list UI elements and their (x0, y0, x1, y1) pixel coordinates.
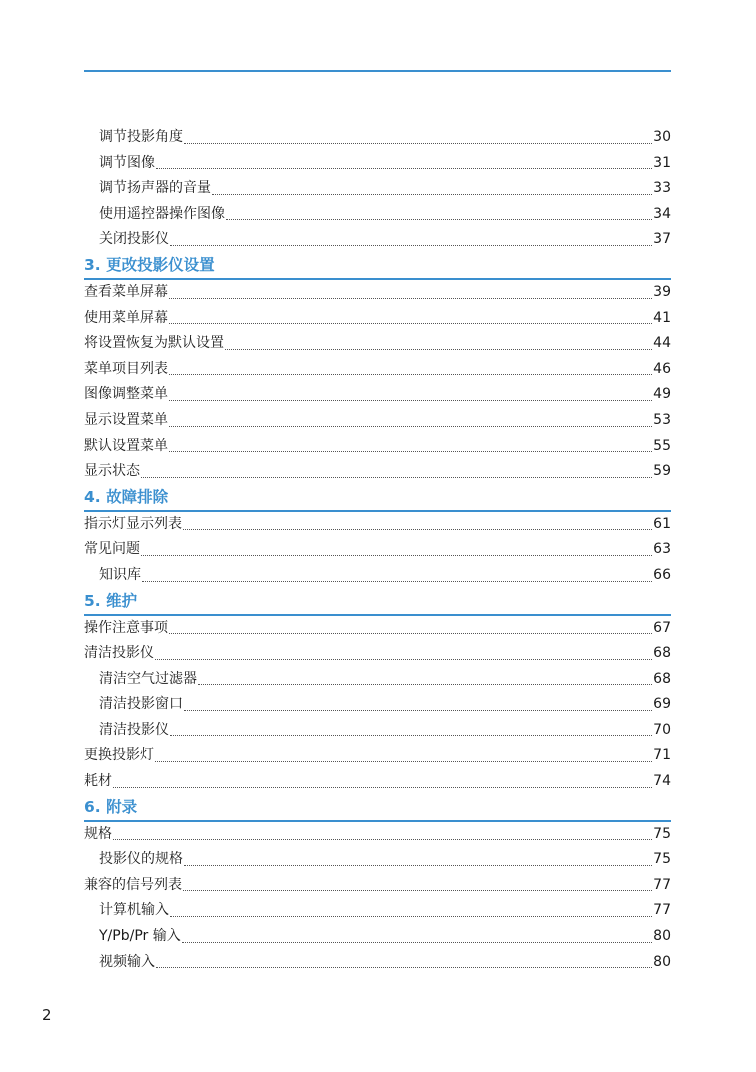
toc-entry-title: 清洁投影仪 (84, 645, 154, 662)
toc-entry-title: 显示设置菜单 (84, 411, 168, 428)
toc-entry[interactable] (84, 459, 671, 485)
dot-leader (182, 928, 652, 943)
dot-leader (212, 180, 652, 195)
toc-entry[interactable] (84, 280, 671, 306)
dot-leader (184, 851, 652, 866)
toc-subentry[interactable] (84, 151, 671, 177)
toc-entry[interactable] (84, 822, 671, 848)
toc-entry[interactable] (84, 537, 671, 563)
dot-leader (169, 386, 652, 401)
toc-entry-title: 更换投影灯 (84, 747, 154, 764)
dot-leader (184, 129, 652, 144)
toc-entry-title: 计算机输入 (99, 902, 169, 919)
dot-leader (169, 437, 652, 452)
toc-entry-title: 调节投影角度 (99, 129, 183, 145)
toc-entry-title: 清洁投影仪 (99, 721, 169, 738)
toc-entry-page: 66 (653, 566, 671, 583)
toc-subentry[interactable] (84, 227, 671, 253)
toc-entry-title: 调节图像 (99, 154, 155, 171)
toc-entry[interactable] (84, 331, 671, 357)
toc-entry-page: 71 (653, 747, 671, 764)
toc-entry-title: 清洁空气过滤器 (99, 670, 197, 687)
toc-entry-title: 指示灯显示列表 (84, 515, 182, 532)
toc-subentry[interactable] (84, 924, 671, 950)
header-rule (84, 70, 671, 72)
toc-subentry[interactable] (84, 847, 671, 873)
toc-entry-title: 菜单项目列表 (84, 360, 168, 377)
toc-entry-page: 77 (653, 876, 671, 893)
dot-leader (169, 309, 652, 324)
toc-entry-title: 投影仪的规格 (99, 851, 183, 868)
toc-entry-title: 知识库 (99, 566, 141, 583)
dot-leader (169, 284, 652, 299)
toc-entry-title: 使用菜单屏幕 (84, 309, 168, 326)
toc-subentry[interactable] (84, 176, 671, 202)
toc-entry-page: 68 (653, 670, 671, 687)
chapter-heading[interactable]: 6. 附录 (84, 795, 671, 822)
dot-leader (169, 619, 652, 634)
toc-entry-title: 使用遥控器操作图像 (99, 205, 225, 222)
toc-entry[interactable] (84, 873, 671, 899)
dot-leader (155, 747, 652, 762)
dot-leader (156, 154, 652, 169)
toc-entry-title: 关闭投影仪 (99, 231, 169, 248)
toc-entry-page: 61 (653, 515, 671, 532)
toc-entry-page: 74 (653, 773, 671, 790)
toc-entry-title: 查看菜单屏幕 (84, 283, 168, 300)
toc-entry-page: 37 (653, 231, 671, 248)
toc-entry[interactable] (84, 408, 671, 434)
toc-subentry[interactable] (84, 718, 671, 744)
dot-leader (155, 645, 652, 660)
dot-leader (170, 902, 652, 917)
toc-entry-title: Y/Pb/Pr 输入 (99, 928, 181, 945)
toc-entry-page: 44 (653, 335, 671, 352)
toc-entry-page: 77 (653, 902, 671, 919)
toc-entry-page: 80 (653, 953, 671, 970)
toc-entry-title: 视频输入 (99, 953, 155, 970)
toc-entry[interactable] (84, 512, 671, 538)
toc-entry-page: 41 (653, 309, 671, 326)
toc-entry-title: 耗材 (84, 773, 112, 790)
dot-leader (113, 773, 652, 788)
toc-entry-title: 规格 (84, 825, 112, 842)
toc-entry-page: 31 (653, 154, 671, 171)
dot-leader (170, 721, 652, 736)
toc-entry-page: 59 (653, 463, 671, 480)
toc-entry-title: 图像调整菜单 (84, 386, 168, 403)
toc-entry[interactable] (84, 743, 671, 769)
toc-subentry[interactable] (84, 202, 671, 228)
toc-entry-page: 53 (653, 411, 671, 428)
toc-entry-title: 调节扬声器的音量 (99, 180, 211, 197)
dot-leader (170, 231, 652, 246)
toc-subentry[interactable] (84, 563, 671, 589)
dot-leader (142, 567, 652, 582)
toc-subentry[interactable] (84, 667, 671, 693)
dot-leader (184, 696, 652, 711)
toc-entry-title: 清洁投影窗口 (99, 696, 183, 713)
toc-entry-page: 34 (653, 205, 671, 222)
toc-entry-page: 67 (653, 619, 671, 636)
toc-entry-page: 30 (653, 129, 671, 145)
toc-entry-page: 46 (653, 360, 671, 377)
toc-subentry[interactable] (84, 125, 671, 151)
toc-subentry[interactable] (84, 950, 671, 976)
dot-leader (113, 825, 652, 840)
toc-entry[interactable] (84, 434, 671, 460)
toc-entry-page: 63 (653, 541, 671, 558)
toc-entry-title: 操作注意事项 (84, 619, 168, 636)
toc-entry-page: 39 (653, 283, 671, 300)
toc-subentry[interactable] (84, 692, 671, 718)
toc-entry-page: 75 (653, 825, 671, 842)
toc-entry-page: 49 (653, 386, 671, 403)
toc-entry[interactable] (84, 382, 671, 408)
toc-entry[interactable] (84, 641, 671, 667)
table-of-contents (84, 125, 671, 975)
toc-entry-title: 常见问题 (84, 541, 140, 558)
toc-entry-title: 将设置恢复为默认设置 (84, 335, 224, 352)
toc-entry-page: 55 (653, 437, 671, 454)
dot-leader (183, 876, 652, 891)
page-number: 2 (42, 1006, 52, 1024)
dot-leader (156, 953, 652, 968)
toc-entry-page: 69 (653, 696, 671, 713)
toc-entry-title: 默认设置菜单 (84, 437, 168, 454)
dot-leader (169, 360, 652, 375)
toc-entry[interactable] (84, 769, 671, 795)
chapter-heading[interactable]: 3. 更改投影仪设置 (84, 253, 671, 280)
toc-entry[interactable] (84, 616, 671, 642)
dot-leader (225, 335, 652, 350)
dot-leader (183, 515, 652, 530)
chapter-heading[interactable]: 5. 维护 (84, 589, 671, 616)
dot-leader (141, 463, 652, 478)
toc-entry-title: 兼容的信号列表 (84, 876, 182, 893)
toc-entry-page: 33 (653, 180, 671, 197)
toc-entry-page: 75 (653, 851, 671, 868)
toc-entry-page: 70 (653, 721, 671, 738)
dot-leader (198, 670, 652, 685)
dot-leader (141, 541, 652, 556)
chapter-heading[interactable]: 4. 故障排除 (84, 485, 671, 512)
dot-leader (226, 205, 652, 220)
toc-entry-title: 显示状态 (84, 463, 140, 480)
dot-leader (169, 412, 652, 427)
toc-entry-page: 68 (653, 645, 671, 662)
toc-subentry[interactable] (84, 898, 671, 924)
toc-entry-page: 80 (653, 928, 671, 945)
toc-entry[interactable] (84, 306, 671, 332)
toc-entry[interactable] (84, 357, 671, 383)
